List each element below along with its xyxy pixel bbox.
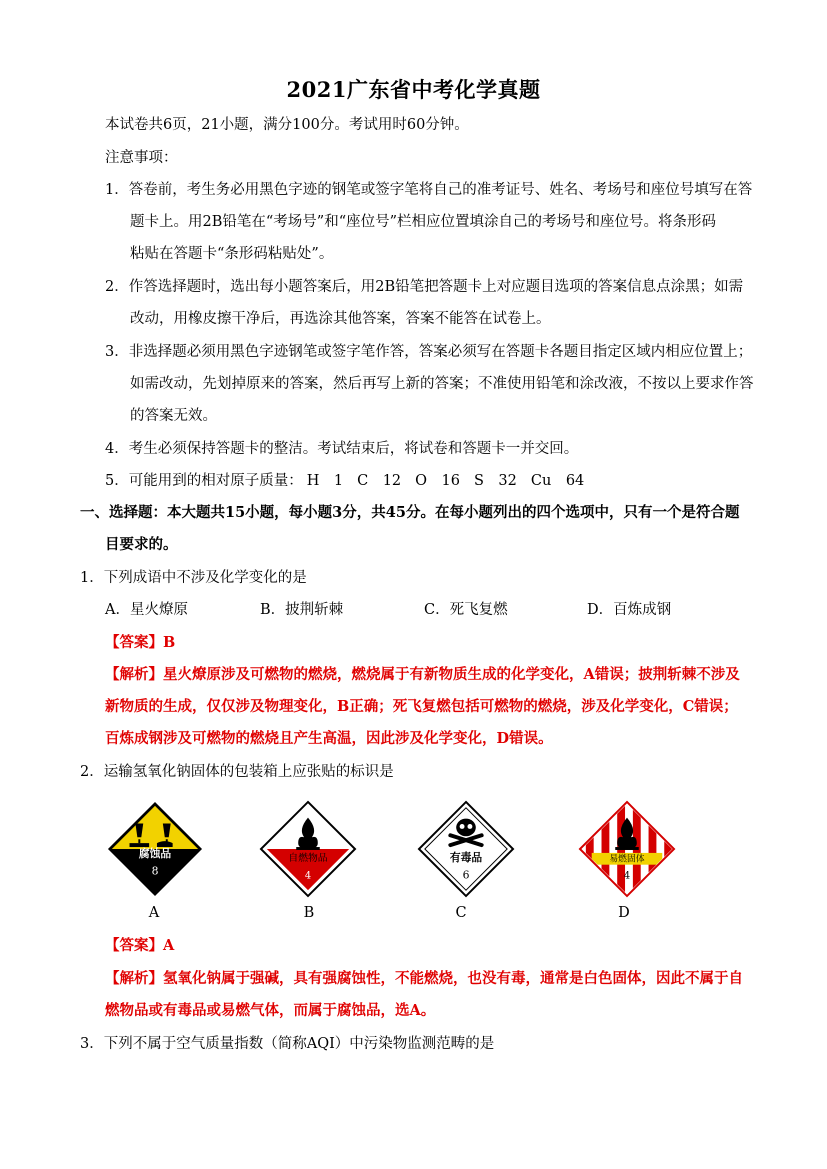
sign-b-label: 自燃物品 [288, 852, 328, 864]
sign-c-label: 有毒品 [449, 850, 483, 864]
atomic-mass-h: H 1 [306, 473, 344, 489]
notice-4: 4．考生必须保持答题卡的整洁。考试结束后，将试卷和答题卡一并交回。 [105, 441, 579, 457]
flammable-solid-sign-icon [578, 800, 676, 898]
atomic-mass-s: S 32 [474, 473, 517, 489]
sign-caption-b: B [303, 905, 315, 921]
q1-stem: 1．下列成语中不涉及化学变化的是 [80, 570, 307, 586]
sign-caption-c: C [455, 905, 467, 921]
atomic-mass-o: O 16 [415, 473, 460, 489]
q1-option-d: D．百炼成钢 [587, 602, 672, 618]
atomic-mass-cu: Cu 64 [530, 473, 585, 489]
section-1-line-2: 目要求的。 [105, 536, 178, 553]
q2-analysis-line-1: 【解析】氢氧化钠属于强碱，具有强腐蚀性，不能燃烧，也没有毒，通常是白色固体，因此不属于自 [105, 970, 743, 987]
notice-1-line-3: 粘贴在答题卡“条形码粘贴处”。 [130, 246, 334, 262]
q1-analysis-line-3: 百炼成钢涉及可燃物的燃烧且产生高温，因此涉及化学变化，D错误。 [105, 730, 553, 747]
notice-3-line-1: 3．非选择题必须用黑色字迹钢笔或签字笔作答，答案必须写在答题卡各题目指定区域内相应位置上； [105, 344, 753, 360]
notice-3-line-2: 如需改动，先划掉原来的答案，然后再写上新的答案；不准使用铅笔和涂改液，不按以上要求作答 [130, 376, 754, 392]
q1-analysis-line-2: 新物质的生成，仅仅涉及物理变化，B正确；死飞复燃包括可燃物的燃烧，涉及化学变化，C错误； [105, 698, 738, 715]
notice-1-line-1: 1．答卷前，考生务必用黑色字迹的钢笔或签字笔将自己的准考证号、姓名、考场号和座位号填写在答 [105, 182, 753, 198]
toxic-sign-icon [417, 800, 515, 898]
spontaneous-combustion-sign-icon [259, 800, 357, 898]
notice-5 [105, 471, 598, 491]
atomic-mass-c: C 12 [357, 473, 402, 489]
q2-stem: 2．运输氢氧化钠固体的包装箱上应张贴的标识是 [80, 764, 394, 780]
corrosive-sign-icon [106, 800, 204, 898]
page-title: 2021广东省中考化学真题 [286, 77, 541, 102]
notice-heading: 注意事项： [105, 150, 178, 166]
q1-option-b: B．披荆斩棘 [260, 602, 344, 618]
sign-d-label: 易燃固体 [609, 854, 645, 865]
q2-analysis-line-2: 燃物品或有毒品或易燃气体，而属于腐蚀品，选A。 [105, 1002, 436, 1019]
q1-option-a: A．星火燎原 [105, 602, 188, 618]
sign-caption-a: A [148, 905, 160, 921]
notice-3-line-3: 的答案无效。 [130, 408, 217, 424]
notice-1-line-2: 题卡上。用2B铅笔在“考场号”和“座位号”栏相应位置填涂自己的考场号和座位号。将条形码 [130, 214, 717, 230]
q1-analysis-line-1: 【解析】星火燎原涉及可燃物的燃烧，燃烧属于有新物质生成的化学变化，A错误；披荆斩棘不涉及 [105, 666, 740, 683]
notice-2-line-2: 改动，用橡皮擦干净后，再选涂其他答案，答案不能答在试卷上。 [130, 311, 551, 327]
sign-b-number: 4 [304, 870, 312, 882]
q2-answer: 【答案】A [105, 937, 175, 954]
q3-stem: 3．下列不属于空气质量指数（简称AQI）中污染物监测范畴的是 [80, 1036, 495, 1052]
sign-caption-d: D [618, 905, 630, 921]
section-1-line-1: 一、选择题：本大题共15小题，每小题3分，共45分。在每小题列出的四个选项中，只有一个是符合题 [80, 504, 740, 521]
sign-a-label: 腐蚀品 [138, 846, 172, 860]
q1-option-c: C．死飞复燃 [424, 602, 508, 618]
sign-d-number: 4 [623, 870, 631, 882]
notice-5-prefix: 5．可能用到的相对原子质量： [105, 473, 303, 489]
q1-answer: 【答案】B [105, 634, 176, 651]
sign-c-number: 6 [462, 868, 470, 882]
intro-text: 本试卷共6页，21小题，满分100分。考试用时60分钟。 [105, 117, 469, 133]
sign-a-number: 8 [151, 864, 159, 878]
notice-2-line-1: 2．作答选择题时，选出每小题答案后，用2B铅笔把答题卡上对应题目选项的答案信息点涂黑；如需 [105, 279, 744, 295]
